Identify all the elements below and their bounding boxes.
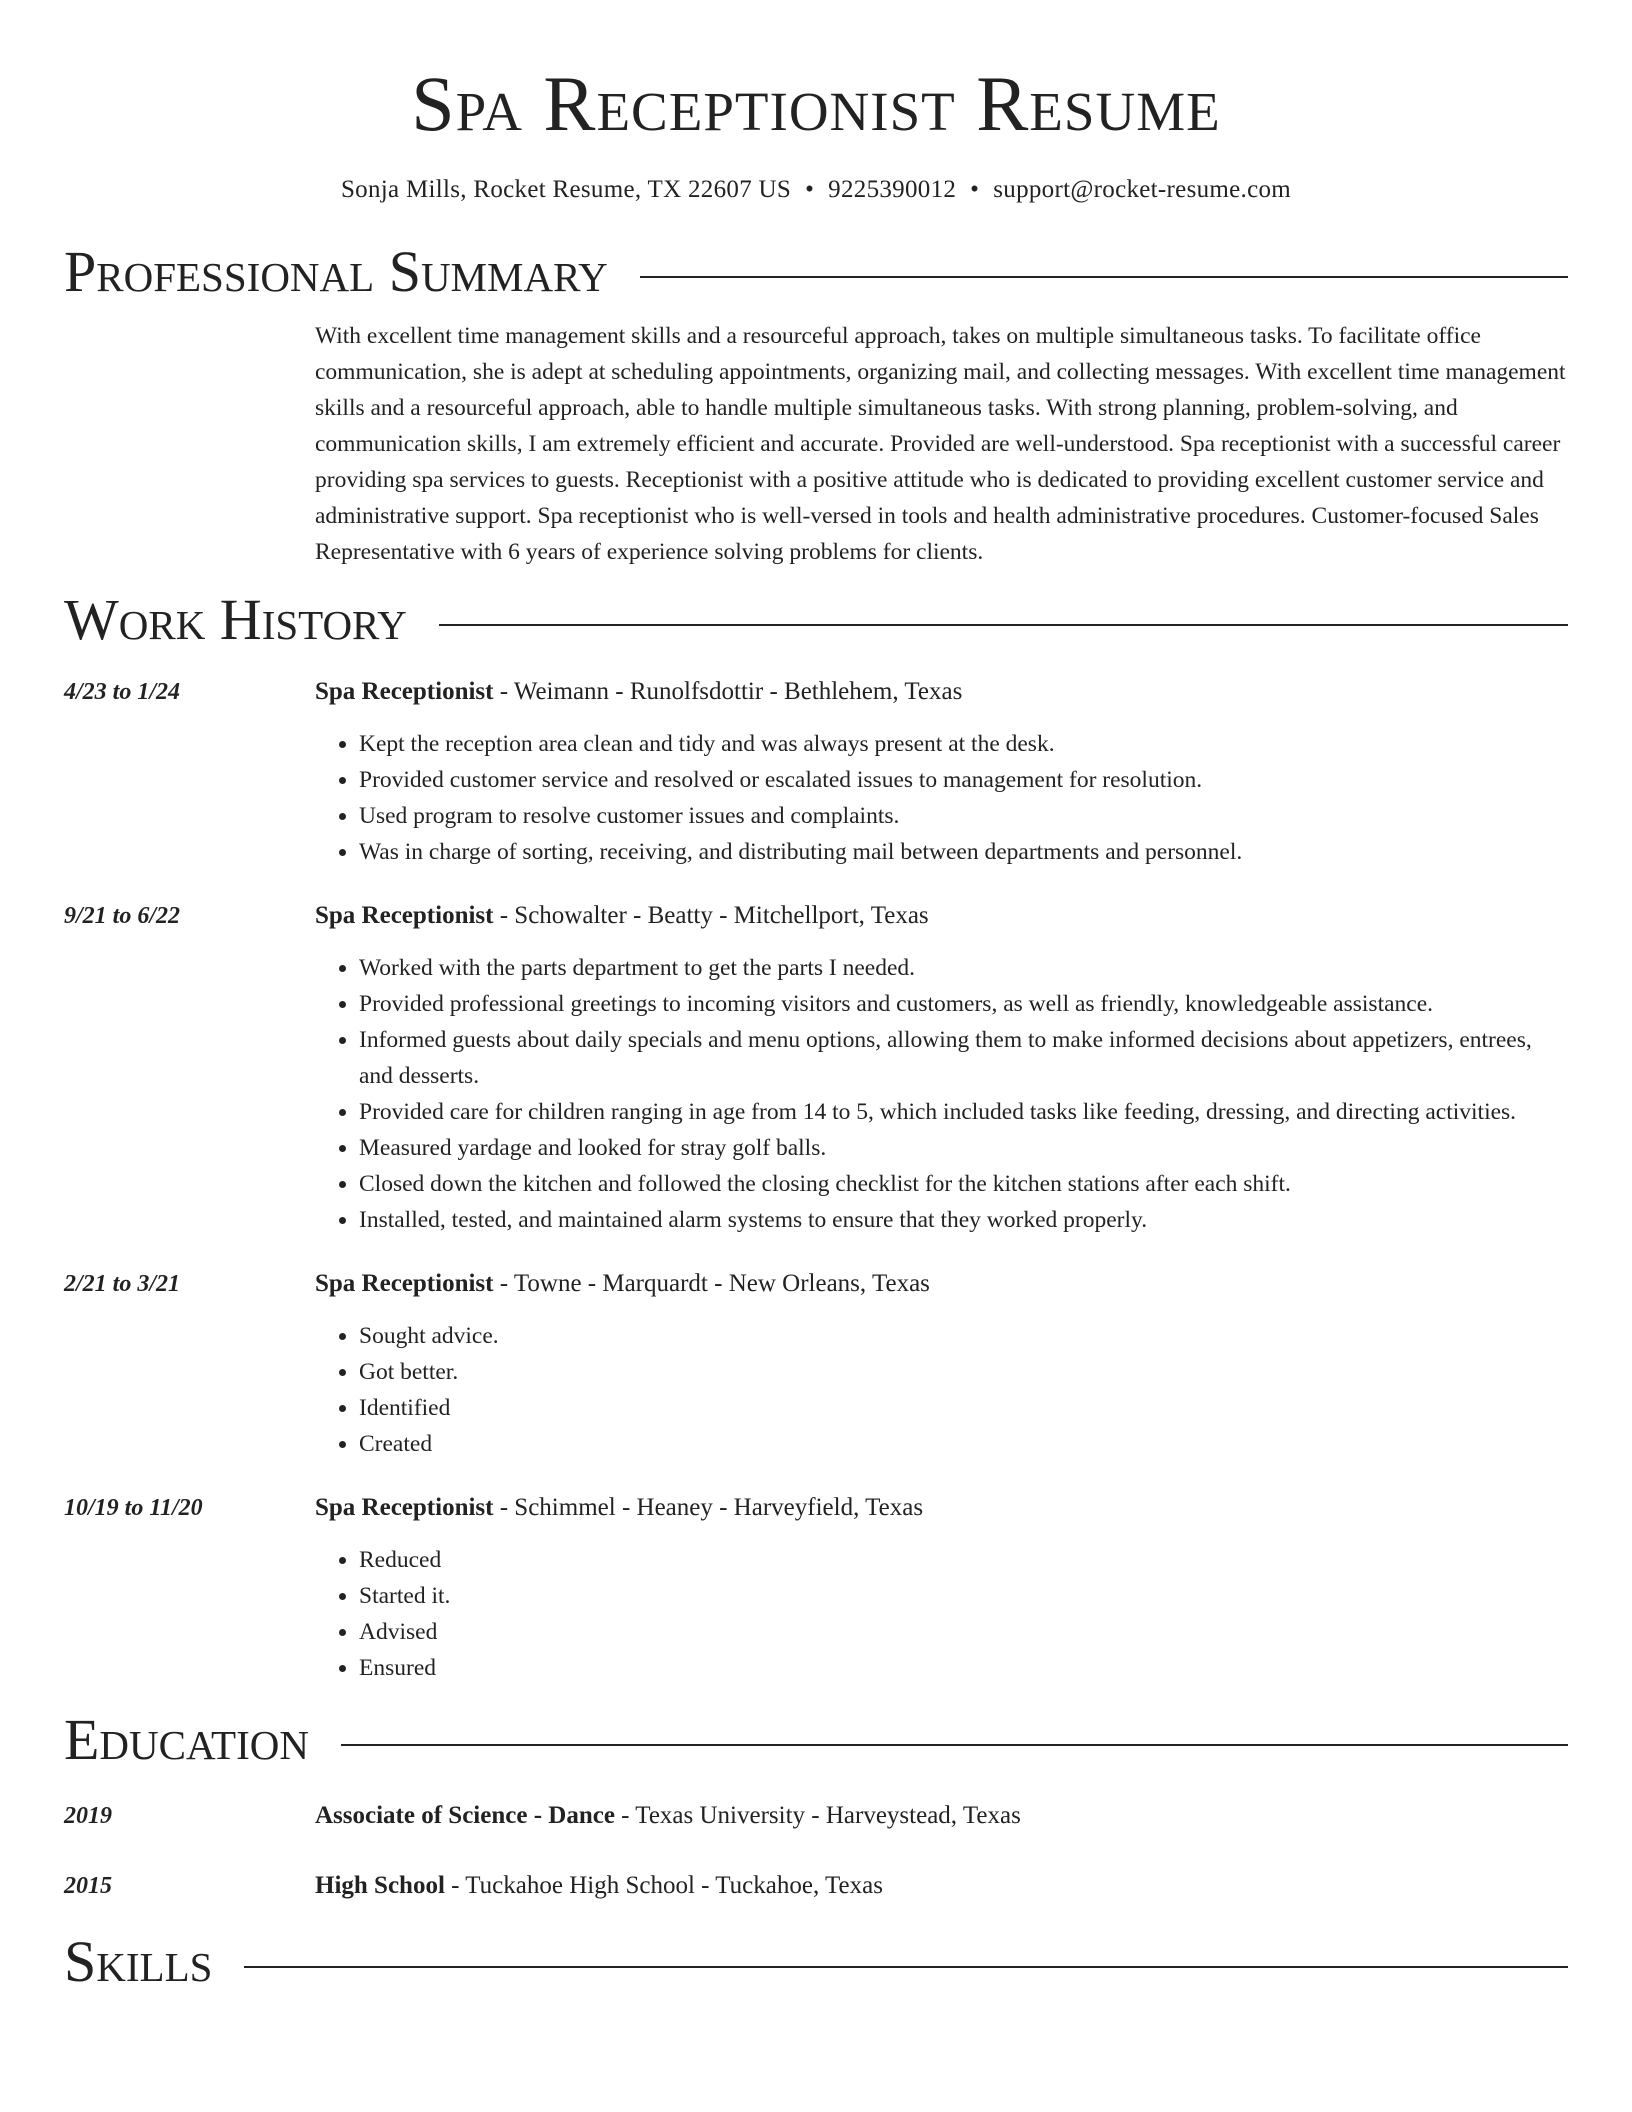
contact-address: Sonja Mills, Rocket Resume, TX 22607 US [340,176,792,203]
work-role: Spa Receptionist [315,1494,494,1521]
skills-section-header [64,1926,1568,1998]
education-entries [64,1798,1568,1904]
work-bullets [315,726,1568,870]
work-role: Spa Receptionist [315,902,494,929]
bullet-item: • Advised [359,1614,1568,1650]
education-entry [64,1798,1568,1834]
contact-separator: • [970,176,980,203]
work-body [315,898,1568,1238]
work-section-header [64,584,1568,656]
bullet-item: • Installed, tested, and maintained alarm systems to ensure that they worked properly. [359,1202,1568,1238]
bullet-item: • Created [359,1426,1568,1462]
work-body [315,674,1568,870]
work-details: - Towne - Marquardt - New Orleans, Texas [493,1270,930,1297]
summary-text: With excellent time management skills and a resourceful approach, takes on multiple simultaneous tasks. To facilitate office communication, she is adept at scheduling appointments, organizing mail, and collecting messages. With excellent time management skills and a resourceful approach, able to handle multiple simultaneous tasks. With strong planning, problem-solving, and communication skills, I am extremely efficient and accurate. Provided are well-understood. Spa receptionist with a successful career providing spa services to guests. Receptionist with a positive attitude who is dedicated to providing excellent customer service and administrative support. Spa receptionist who is well-versed in tools and health administrative procedures. Customer-focused Sales Representative with 6 years of experience solving problems for clients. [315,323,1566,565]
bullet-item: • Sought advice. [359,1318,1568,1354]
resume-page [64,0,1568,1998]
section-divider [341,1744,1568,1746]
summary-heading: Professional Summary [64,239,608,304]
bullet-item: • Provided customer service and resolved or escalated issues to management for resolution. [359,762,1568,798]
skills-heading: Skills [64,1929,213,1994]
work-details: - Weimann - Runolfsdottir - Bethlehem, Texas [493,678,963,705]
education-details: - Texas University - Harveystead, Texas [614,1802,1021,1829]
bullet-item: • Used program to resolve customer issues and complaints. [359,798,1568,834]
resume-title: Spa Receptionist Resume [411,60,1221,147]
education-degree: High School [315,1872,445,1899]
section-divider [244,1966,1568,1968]
work-date: 10/19 to 11/20 [64,1495,203,1521]
education-entry [64,1868,1568,1904]
education-headline [315,1798,1568,1834]
work-role: Spa Receptionist [315,678,494,705]
education-details: - Tuckahoe High School - Tuckahoe, Texas [444,1872,883,1899]
contact-separator: • [805,176,815,203]
bullet-item: • Identified [359,1390,1568,1426]
work-bullets [315,950,1568,1238]
bullet-item: • Got better. [359,1354,1568,1390]
work-entries [64,674,1568,1686]
bullet-item: • Was in charge of sorting, receiving, and distributing mail between departments and personnel. [359,834,1568,870]
work-body [315,1490,1568,1686]
contact-line [64,174,1568,206]
education-date: 2015 [64,1873,112,1899]
work-entry [64,1266,1568,1462]
bullet-item: • Measured yardage and looked for stray golf balls. [359,1130,1568,1166]
work-role: Spa Receptionist [315,1270,494,1297]
work-date: 4/23 to 1/24 [64,679,181,705]
work-body [315,1266,1568,1462]
work-heading: Work History [64,587,407,652]
bullet-item: • Ensured [359,1650,1568,1686]
education-body [315,1868,1568,1904]
work-entry [64,1490,1568,1686]
bullet-item: • Provided care for children ranging in age from 14 to 5, which included tasks like feeding, dressing, and directing activities. [359,1094,1568,1130]
education-heading: Education [64,1707,309,1772]
work-details: - Schimmel - Heaney - Harveyfield, Texas [493,1494,924,1521]
work-headline [315,898,1568,934]
work-bullets [315,1542,1568,1686]
work-headline [315,1490,1568,1526]
bullet-item: • Kept the reception area clean and tidy and was always present at the desk. [359,726,1568,762]
education-body [315,1798,1568,1834]
section-divider [439,624,1568,626]
education-section-header [64,1704,1568,1776]
work-bullets [315,1318,1568,1462]
bullet-item: • Closed down the kitchen and followed the closing checklist for the kitchen stations after each shift. [359,1166,1568,1202]
work-details: - Schowalter - Beatty - Mitchellport, Texas [493,902,929,929]
work-headline [315,674,1568,710]
education-headline [315,1868,1568,1904]
contact-phone: 9225390012 [828,176,957,203]
section-divider [640,276,1568,278]
education-date: 2019 [64,1803,112,1829]
work-date: 9/21 to 6/22 [64,903,181,929]
contact-email: support@rocket-resume.com [993,176,1292,203]
bullet-item: • Started it. [359,1578,1568,1614]
education-degree: Associate of Science - Dance [315,1802,615,1829]
bullet-item: • Reduced [359,1542,1568,1578]
summary-section-header [64,236,1568,308]
bullet-item: • Worked with the parts department to get the parts I needed. [359,950,1568,986]
bullet-item: • Informed guests about daily specials and menu options, allowing them to make informed decisions about appetizers, entrees, and desserts. [359,1022,1568,1094]
work-entry [64,898,1568,1238]
bullet-item: • Provided professional greetings to incoming visitors and customers, as well as friendly, knowledgeable assistance. [359,986,1568,1022]
work-date: 2/21 to 3/21 [64,1271,181,1297]
work-entry [64,674,1568,870]
work-headline [315,1266,1568,1302]
